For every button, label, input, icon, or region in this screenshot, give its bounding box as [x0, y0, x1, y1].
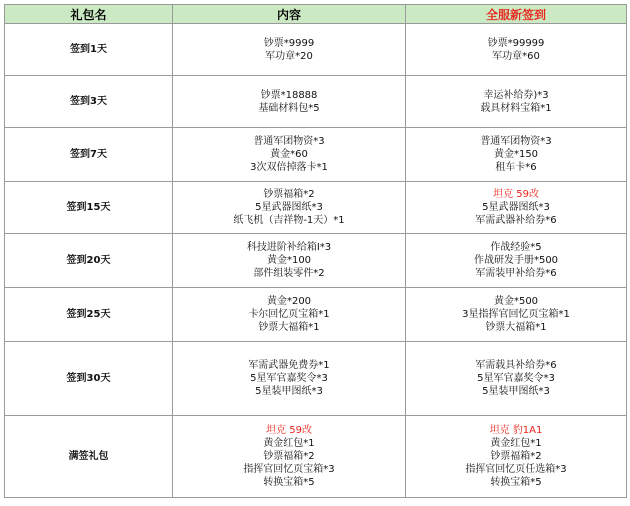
reward-item: 军需载具补给券*6 [475, 360, 557, 371]
new-signin-cell [406, 342, 627, 416]
table-header-row [5, 5, 627, 24]
new-signin-cell [406, 24, 627, 76]
reward-item: 坦克 59改 [493, 189, 539, 200]
reward-item: 指挥官回忆页任选箱*3 [465, 464, 567, 475]
reward-item: 5星装甲图纸*3 [255, 386, 323, 397]
table-row [5, 182, 627, 234]
content-cell [173, 76, 406, 128]
reward-item: 部件组装零件*2 [253, 268, 325, 279]
table-row [5, 76, 627, 128]
reward-item: 钞票福箱*2 [263, 189, 315, 200]
reward-item: 黄金*200 [266, 296, 312, 307]
reward-item: 卡尔回忆页宝箱*1 [248, 309, 330, 320]
package-name-cell: 签到1天 [5, 24, 173, 76]
reward-item: 作战经验*5 [490, 242, 542, 253]
reward-item: 3星指挥官回忆页宝箱*1 [462, 309, 570, 320]
reward-item: 载具材料宝箱*1 [480, 102, 552, 114]
table-row [5, 128, 627, 182]
reward-item: 普通军团物资*3 [480, 136, 552, 147]
new-signin-cell [406, 76, 627, 128]
reward-item: 钞票大福箱*1 [258, 322, 320, 333]
reward-item: 纸飞机（吉祥物-1天）*1 [233, 215, 345, 226]
sign-in-reward-table [4, 4, 627, 498]
reward-item: 作战研发手册*500 [473, 255, 559, 266]
content-cell [173, 182, 406, 234]
reward-item: 钞票大福箱*1 [485, 322, 547, 333]
new-signin-cell [406, 234, 627, 288]
header-package-name: 礼包名 [5, 5, 173, 24]
reward-item: 转换宝箱*5 [490, 477, 542, 488]
content-cell [173, 234, 406, 288]
reward-item: 5星军官嘉奖令*3 [250, 373, 328, 384]
table-row [5, 234, 627, 288]
reward-item: 5星武器图纸*3 [482, 202, 550, 213]
reward-table-container [4, 4, 627, 498]
new-signin-cell [406, 288, 627, 342]
reward-item: 黄金*100 [266, 255, 312, 266]
reward-item: 5星装甲图纸*3 [482, 386, 550, 397]
reward-item: 3次双倍掉落卡*1 [250, 162, 328, 173]
reward-item: 基础材料包*5 [258, 102, 320, 114]
reward-item: 坦克 豹1A1 [489, 425, 543, 436]
reward-item: 幸运补给券)*3 [483, 89, 549, 101]
package-name-cell: 签到7天 [5, 128, 173, 182]
reward-item: 5星军官嘉奖令*3 [477, 373, 555, 384]
new-signin-cell [406, 416, 627, 498]
reward-item: 钞票*99999 [487, 37, 545, 49]
header-server-new-signin: 全服新签到 [406, 5, 627, 24]
table-row [5, 24, 627, 76]
table-row [5, 416, 627, 498]
reward-item: 钞票福箱*2 [490, 451, 542, 462]
content-cell [173, 342, 406, 416]
reward-item: 军需武器补给券*6 [475, 215, 557, 226]
package-name-cell: 签到30天 [5, 342, 173, 416]
table-body [5, 24, 627, 498]
content-cell [173, 128, 406, 182]
header-content: 内容 [173, 5, 406, 24]
table-row [5, 288, 627, 342]
reward-item: 科技进阶补给箱I*3 [246, 242, 332, 253]
reward-item: 钞票*9999 [263, 37, 315, 49]
table-row [5, 342, 627, 416]
reward-item: 钞票*18888 [260, 89, 318, 101]
reward-item: 指挥官回忆页宝箱*3 [243, 464, 335, 475]
reward-item: 黄金红包*1 [490, 438, 542, 449]
reward-item: 黄金*500 [493, 296, 539, 307]
reward-item: 黄金*150 [493, 149, 539, 160]
content-cell [173, 24, 406, 76]
reward-item: 黄金*60 [270, 149, 308, 160]
reward-item: 军需武器免费券*1 [248, 360, 330, 371]
new-signin-cell [406, 128, 627, 182]
reward-item: 黄金红包*1 [263, 438, 315, 449]
new-signin-cell [406, 182, 627, 234]
reward-item: 军功章*20 [265, 50, 313, 62]
package-name-cell: 签到20天 [5, 234, 173, 288]
package-name-cell: 签到25天 [5, 288, 173, 342]
content-cell [173, 288, 406, 342]
content-cell [173, 416, 406, 498]
package-name-cell: 签到3天 [5, 76, 173, 128]
reward-item: 坦克 59改 [266, 425, 312, 436]
package-name-cell: 签到15天 [5, 182, 173, 234]
reward-item: 5星武器图纸*3 [255, 202, 323, 213]
reward-item: 转换宝箱*5 [263, 477, 315, 488]
reward-item: 军需装甲补给券*6 [475, 268, 557, 279]
package-name-cell: 满签礼包 [5, 416, 173, 498]
reward-item: 普通军团物资*3 [253, 136, 325, 147]
reward-item: 租车卡*6 [495, 162, 537, 173]
reward-item: 钞票福箱*2 [263, 451, 315, 462]
reward-item: 军功章*60 [492, 50, 540, 62]
